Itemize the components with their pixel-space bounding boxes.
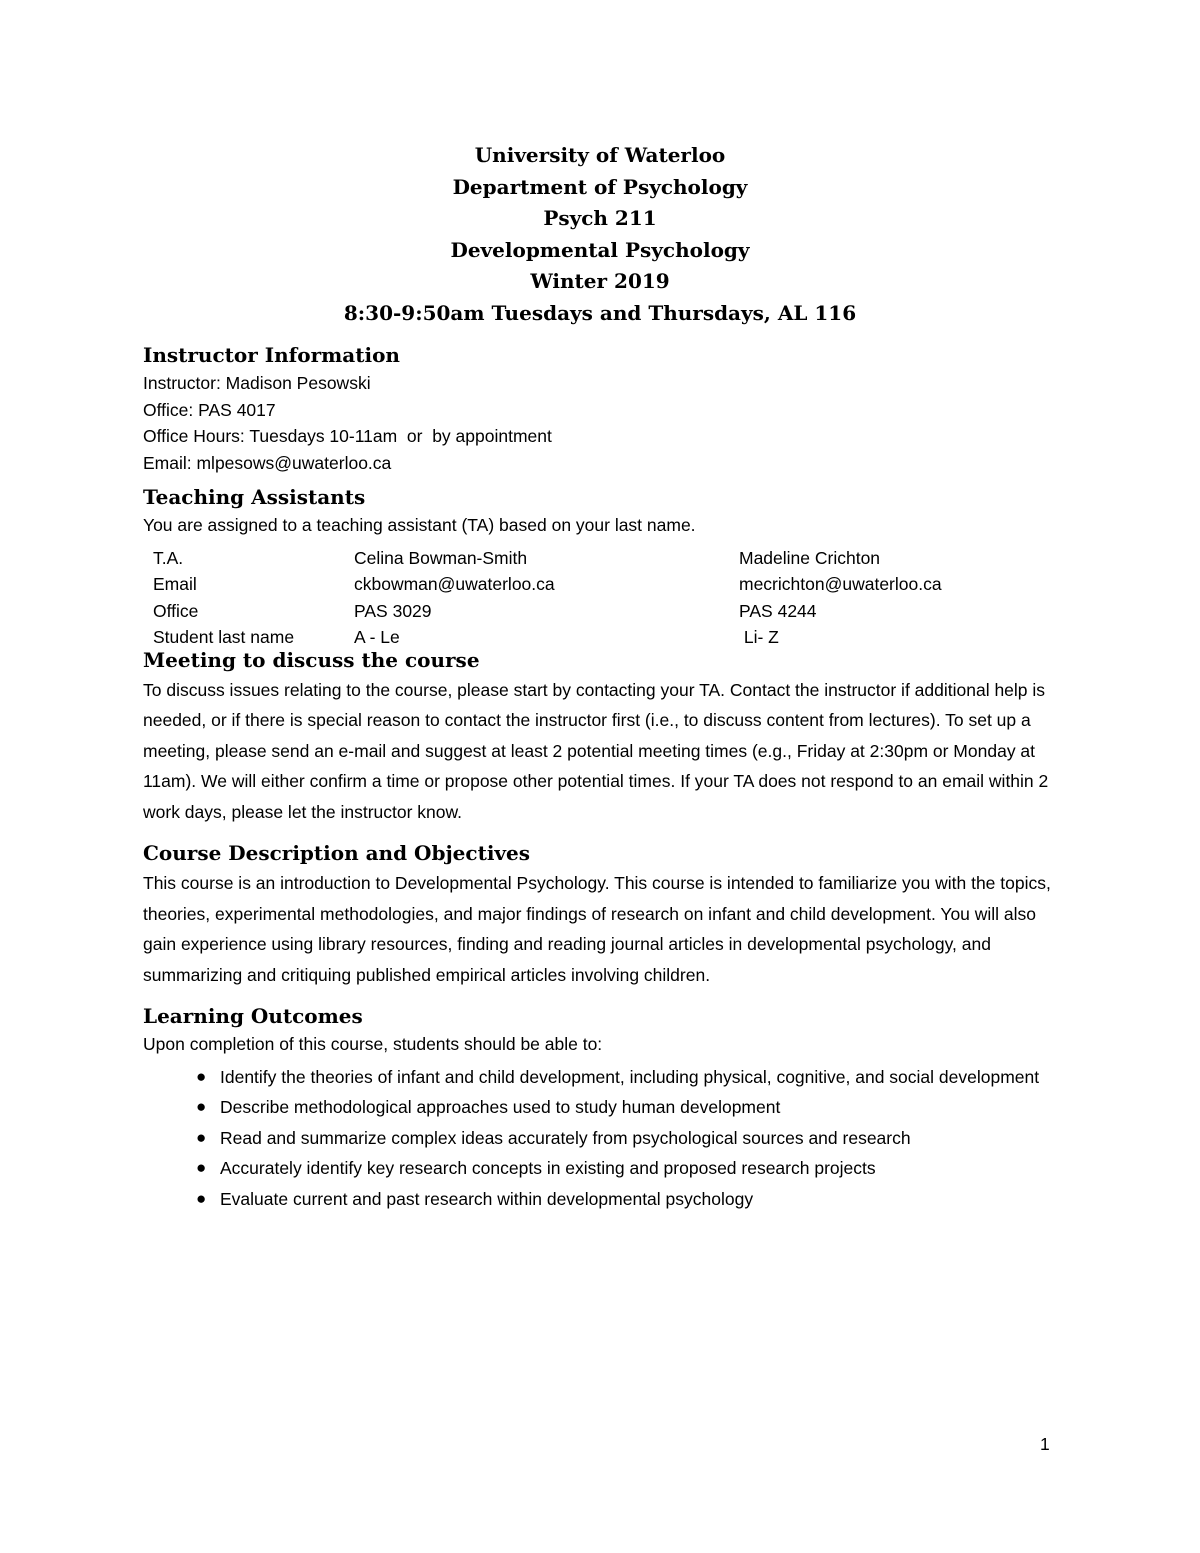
description-section [143,838,1063,990]
ta-cell: Celina Bowman-Smith [354,547,528,568]
course-code: Psych 211 [543,206,657,231]
bullet-icon: ● [196,1158,207,1177]
bullet-icon: ● [196,1066,207,1086]
outcome-text: Accurately identify key research concepts in existing and proposed research projects [220,1158,876,1178]
list-item [143,1092,1063,1123]
ta-row-last-name [153,624,1063,651]
ta-cell-label: T.A. [153,547,184,568]
list-item [143,1153,1063,1184]
ta-cell: A - Le [354,627,400,647]
ta-cell-label: Student last name [153,627,295,647]
instructor-heading: Instructor Information [143,343,400,367]
ta-cell: mecrichton@uwaterloo.ca [739,574,942,594]
list-item [143,1123,1063,1154]
outcomes-section [143,1001,1063,1214]
outcomes-intro: Upon completion of this course, students should be able to: [143,1034,603,1054]
ta-row-office [153,598,1063,625]
ta-cell-label: Email [153,574,197,594]
ta-table [153,545,1063,651]
list-item [143,1184,1063,1215]
meeting-text: To discuss issues relating to the course, please start by contacting your TA. Contact the instructor if additional help is needed, or if there is special reason to contact the instructor first (i.e., to discuss content from lectures). To set up a meeting, please send an e-mail and suggest at least 2 potential meeting times (e.g., Friday at 2:30pm or Monday at 11am). We will either confirm a time or propose other potential times. If your TA does not respond to an email within 2 work days, please let the instructor know. [143,679,1049,822]
meeting-heading: Meeting to discuss the course [143,647,480,672]
course-title: Developmental Psychology [450,237,750,262]
ta-intro: You are assigned to a teaching assistant (TA) based on your last name. [143,515,696,535]
ta-cell: Madeline Crichton [739,547,881,568]
university-name: University of Waterloo [474,143,726,167]
outcome-text: Read and summarize complex ideas accurately from psychological sources and research [220,1127,911,1148]
outcomes-list [143,1062,1063,1215]
instructor-office-hours: Office Hours: Tuesdays 10-11am or by appointment [143,426,552,446]
bullet-icon: ● [196,1127,207,1147]
description-text: This course is an introduction to Developmental Psychology. This course is intended to familiarize you with the topics, theories, experimental methodologies, and major findings of research on infant and child development. You will also gain experience using library resources, finding and reading journal articles in developmental psychology, and summarizing and critiquing published empirical articles involving children. [143,873,1051,985]
outcome-text: Evaluate current and past research within developmental psychology [220,1188,754,1209]
list-item [143,1062,1063,1093]
course-header [0,140,1200,330]
term: Winter 2019 [530,269,670,294]
ta-cell: Li- Z [739,627,779,647]
description-heading: Course Description and Objectives [143,841,531,865]
schedule: 8:30-9:50am Tuesdays and Thursdays, AL 116 [343,300,857,325]
syllabus-content [143,340,1063,1214]
bullet-icon: ● [196,1097,207,1116]
outcome-text: Describe methodological approaches used to study human development [220,1097,781,1117]
ta-cell: ckbowman@uwaterloo.ca [354,574,555,594]
page-number: 1 [1040,1434,1050,1454]
ta-row-email [153,571,1063,598]
ta-section [143,482,1063,651]
meeting-section [143,645,1063,828]
ta-cell-label: Office [153,600,199,621]
outcome-text: Identify the theories of infant and child development, including physical, cognitive, and social development [220,1066,1040,1087]
instructor-email: Email: mlpesows@uwaterloo.ca [143,452,392,473]
outcomes-heading: Learning Outcomes [143,1004,363,1028]
ta-row-name [153,545,1063,572]
ta-cell: PAS 4244 [739,600,817,621]
ta-cell: PAS 3029 [354,600,432,621]
ta-heading: Teaching Assistants [143,485,366,509]
instructor-office: Office: PAS 4017 [143,399,276,420]
instructor-section [143,340,1063,476]
bullet-icon: ● [196,1188,207,1208]
department-name: Department of Psychology [452,174,748,199]
instructor-name: Instructor: Madison Pesowski [143,373,371,393]
